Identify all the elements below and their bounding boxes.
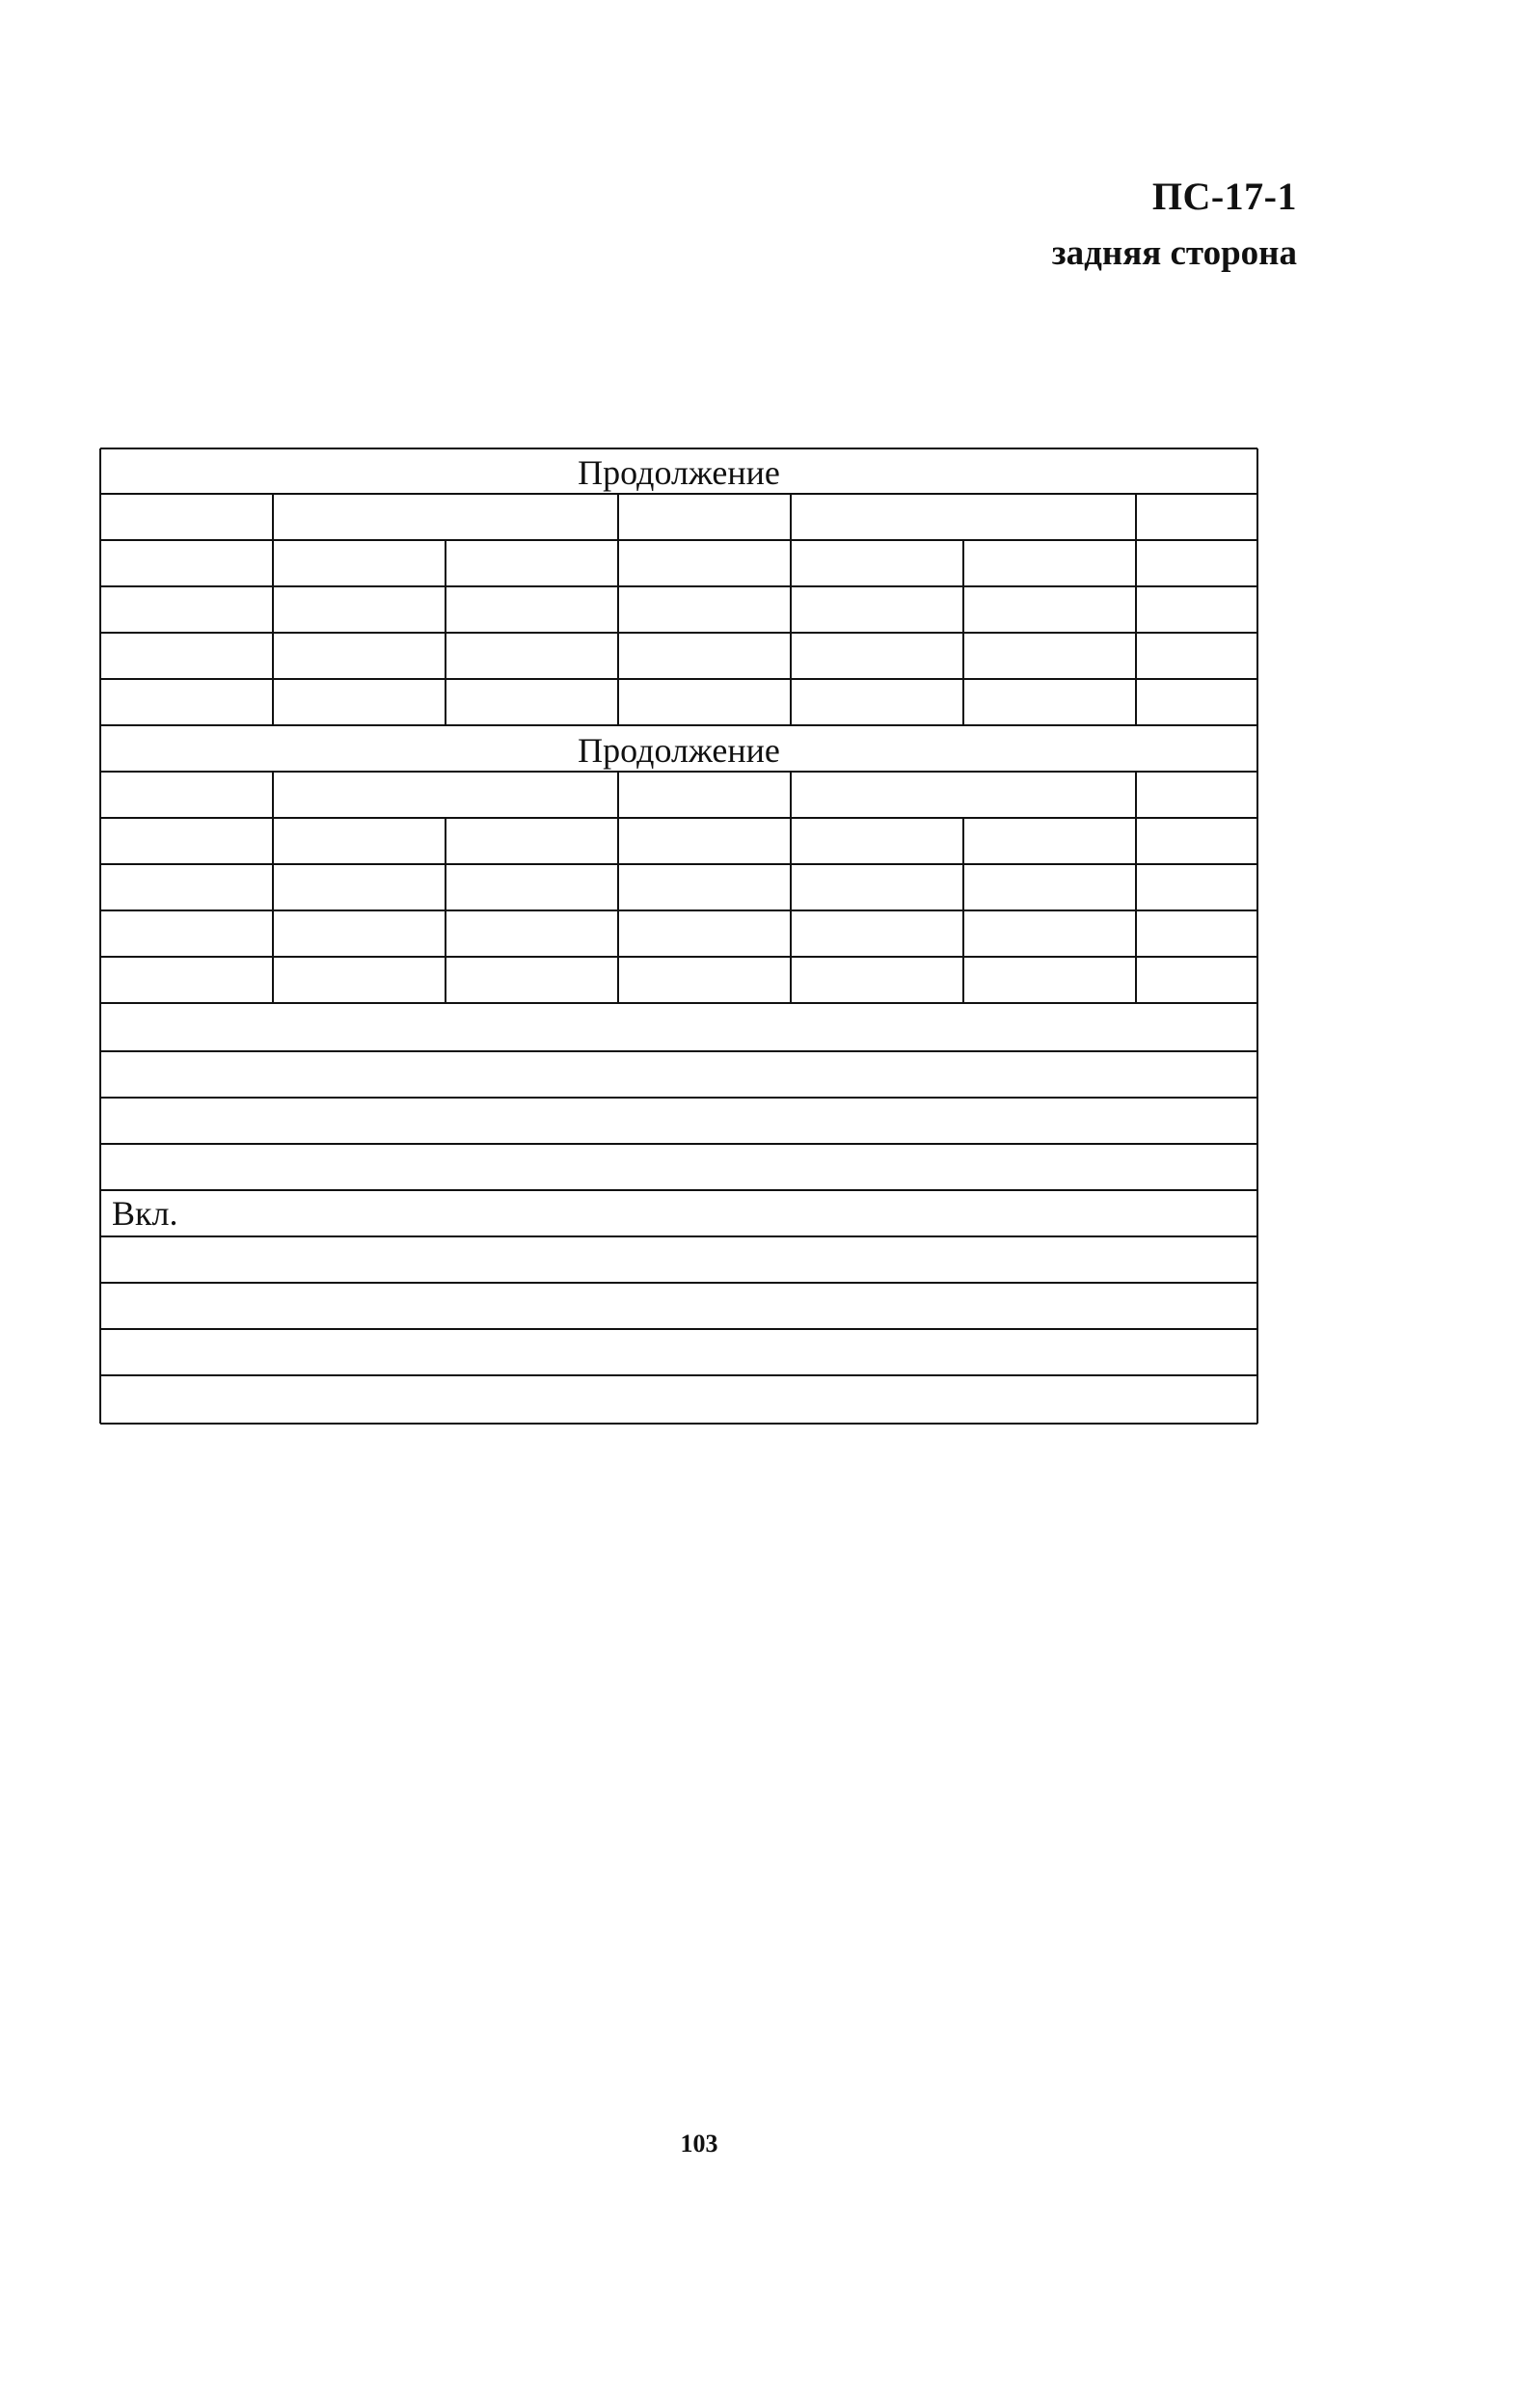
section-2-grid [100,772,1257,1003]
ruled-rows [100,1051,1257,1375]
section-1-grid [100,494,1257,725]
page-number: 103 [680,2130,718,2158]
form-code: ПС-17-1 [1151,175,1297,218]
section-2-heading: Продолжение [578,731,780,770]
form-side-label: задняя сторона [1051,233,1297,273]
remarks-label: Вкл. [112,1194,178,1233]
section-1-heading: Продолжение [578,453,780,492]
